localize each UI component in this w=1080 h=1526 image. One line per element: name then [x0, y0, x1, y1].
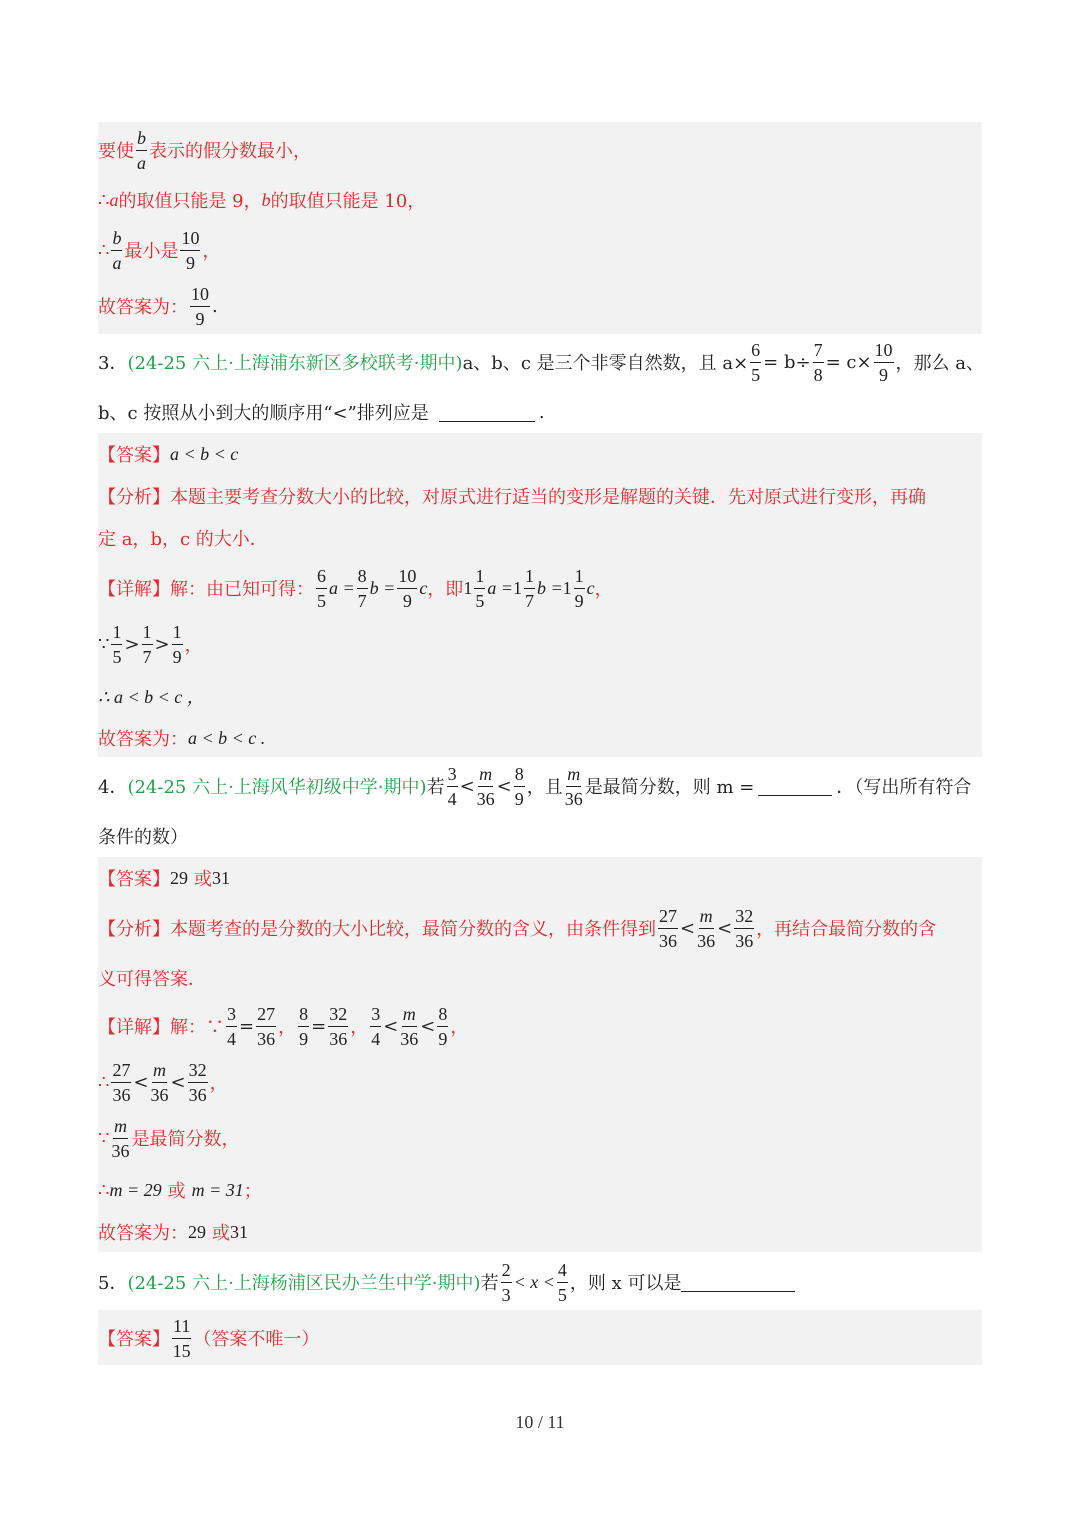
analysis-text: 本题考查的是分数的大小比较，最简分数的含义，由条件得到: [170, 919, 656, 940]
text: ，则 x 可以是: [569, 1273, 682, 1294]
therefore-symbol: ∴: [98, 1071, 110, 1093]
fraction: $\frac{27}{36}$: [112, 1059, 131, 1105]
text: 解：∵: [170, 1017, 224, 1038]
therefore-symbol: ∴: [98, 1179, 110, 1201]
q4-final: [98, 1206, 248, 1258]
fraction: $\frac{m}{36}$: [697, 905, 716, 951]
fraction: $\frac{10}{9}$: [181, 227, 200, 273]
text: <: [459, 775, 475, 797]
text: a =: [329, 577, 355, 598]
q4-stem-line-1: [98, 760, 971, 812]
fraction: $\frac{6}{5}$: [751, 339, 761, 385]
fraction: $\frac{32}{36}$: [329, 1003, 348, 1049]
answer-blank[interactable]: [439, 403, 535, 422]
text: a =: [487, 577, 513, 598]
q5-answer: [98, 1312, 319, 1364]
q4-analysis-1: [98, 902, 936, 954]
final-answer: a < b < c .: [188, 727, 266, 748]
answer-value: a < b < c: [170, 443, 239, 464]
fraction: $\frac{1}{9}$: [172, 621, 182, 667]
q4-detail-1: [98, 1000, 468, 1052]
text: ，: [184, 635, 203, 656]
fraction: $\frac{8}{9}$: [514, 763, 524, 809]
text: b、c 按照从小到大的顺序用“<”排列应是: [98, 403, 429, 424]
text: ，那么 a、: [895, 353, 984, 374]
cont-line-3: [98, 224, 220, 276]
text: ∴ a < b < c ，: [98, 687, 205, 707]
fraction: $\frac{1}{7}$: [524, 565, 534, 611]
text: <: [170, 1071, 186, 1093]
therefore-symbol: ∴: [98, 239, 110, 261]
text: 或: [167, 1181, 186, 1202]
text: 若: [480, 1273, 499, 1294]
final-answer-label: 故答案为：: [98, 729, 188, 750]
text: <: [496, 775, 512, 797]
q4-detail-2: [98, 1056, 228, 1108]
answer-blank[interactable]: [758, 777, 832, 796]
fraction: $\frac{27}{36}$: [659, 905, 677, 951]
text: 条件的数）: [98, 827, 188, 848]
text: 1: [512, 577, 522, 598]
fraction: $\frac{1}{5}$: [112, 621, 122, 667]
text: b =: [369, 577, 396, 598]
text: m = 31: [191, 1179, 244, 1200]
text: = b÷: [763, 351, 811, 373]
text: >: [124, 633, 140, 655]
fraction: $\frac{27}{36}$: [257, 1003, 276, 1049]
answer-label: 【答案】: [98, 1329, 170, 1350]
text: ，: [209, 1073, 228, 1094]
fraction: $\frac{m}{36}$: [400, 1003, 419, 1049]
fraction: $\frac{3}{4}$: [227, 1003, 236, 1049]
answer-label: 【答案】: [98, 445, 170, 466]
fraction: $\frac{1}{5}$: [475, 565, 485, 611]
analysis-text: 本题主要考查分数大小的比较，对原式进行适当的变形是解题的关键．先对原式进行变形，再确: [170, 487, 926, 508]
detail-label: 【详解】: [98, 1017, 170, 1038]
fraction: $\frac{32}{36}$: [188, 1059, 207, 1105]
text: 或: [212, 1223, 230, 1244]
text: <: [133, 1071, 149, 1093]
therefore-symbol: ∴: [98, 189, 110, 211]
page-number: 10 / 11: [515, 1412, 565, 1432]
text: 1: [463, 577, 473, 598]
text: 最小是: [124, 241, 179, 262]
fraction: $\frac{1}{7}$: [142, 621, 152, 667]
fraction: $\frac{m}{36}$: [150, 1059, 169, 1105]
text: ，: [350, 1017, 369, 1038]
question-number: 4．: [98, 777, 128, 798]
text: 要使: [98, 141, 134, 162]
fraction: $\frac{8}{9}$: [299, 1003, 309, 1049]
fraction: $\frac{b}{a}$: [112, 227, 122, 273]
text: <: [717, 917, 733, 939]
analysis-text: ，再结合最简分数的含: [756, 919, 937, 940]
answer-note: （答案不唯一）: [193, 1329, 320, 1350]
text: c: [586, 577, 595, 598]
text: 表示的假分数最小，: [149, 141, 311, 162]
fraction: $\frac{m}{36}$: [564, 763, 583, 809]
q3-stem-line-1: [98, 336, 984, 388]
answer-value: 29: [170, 867, 188, 888]
final-answer-label: 故答案为：: [98, 1223, 188, 1244]
text: b =: [536, 577, 563, 598]
final-answer: 29: [188, 1221, 206, 1242]
var: a: [109, 189, 119, 210]
because-symbol: ∵: [98, 1127, 110, 1149]
text: >: [154, 633, 170, 655]
q3-final: [98, 712, 265, 764]
because-symbol: ∵: [98, 633, 110, 655]
analysis-text: 定 a，b，c 的大小．: [98, 529, 268, 550]
q5-stem: [98, 1256, 799, 1308]
fraction: $\frac{8}{9}$: [438, 1003, 448, 1049]
fraction: $\frac{3}{4}$: [371, 1003, 381, 1049]
q3-analysis-2: [98, 512, 268, 564]
question-number: 3．: [98, 353, 128, 374]
cont-line-4: [98, 280, 218, 332]
fraction: $\frac{10}{9}$: [191, 283, 209, 329]
fraction: $\frac{11}{15}$: [172, 1315, 191, 1361]
text: 1: [562, 577, 572, 598]
fraction: $\frac{10}{9}$: [874, 339, 893, 385]
text: <: [680, 917, 696, 939]
text: =: [239, 1015, 255, 1037]
text: 的取值只能是 9，: [118, 191, 262, 212]
text: 解：由已知可得：: [170, 579, 314, 600]
text: =: [311, 1015, 327, 1037]
text: ，: [278, 1017, 297, 1038]
fraction: $\frac{m}{36}$: [476, 763, 495, 809]
question-source: (24-25 六上·上海浦东新区多校联考·期中): [127, 353, 463, 374]
answer-value: 31: [212, 867, 230, 888]
fraction: $\frac{4}{5}$: [557, 1259, 567, 1305]
text: ，且: [526, 777, 563, 798]
fraction: $\frac{8}{7}$: [357, 565, 367, 611]
text: .: [538, 401, 545, 423]
text: a、b、c 是三个非零自然数，且 a×: [462, 353, 749, 374]
fraction: $\frac{32}{36}$: [735, 905, 754, 951]
text: ，: [450, 1017, 469, 1038]
q4-answer: [98, 852, 230, 904]
text: = c×: [825, 351, 872, 373]
text: m = 29: [109, 1179, 162, 1200]
q4-analysis-2: [98, 952, 206, 1004]
text: .: [212, 295, 218, 317]
var: b: [261, 189, 271, 210]
final-answer-label: 故答案为：: [98, 297, 188, 318]
analysis-label: 【分析】: [98, 919, 170, 940]
text: < x <: [513, 1271, 555, 1292]
text: 的取值只能是 10，: [270, 191, 426, 212]
answer-blank[interactable]: [681, 1273, 795, 1292]
text: ，即: [427, 579, 464, 600]
fraction: $\frac{3}{4}$: [447, 763, 457, 809]
text: 是最简分数，: [131, 1129, 240, 1150]
detail-label: 【详解】: [98, 579, 170, 600]
fraction: $\frac{b}{a}$: [137, 127, 146, 173]
fraction: $\frac{10}{9}$: [398, 565, 417, 611]
q3-detail-1: [98, 562, 613, 614]
q4-detail-3: [98, 1112, 239, 1164]
text: ．（写出所有符合: [836, 777, 972, 798]
text: 若: [426, 777, 445, 798]
text: ，: [594, 579, 613, 600]
text: c: [419, 577, 428, 598]
cont-line-1: [98, 124, 311, 176]
fraction: $\frac{1}{9}$: [574, 565, 584, 611]
text: 是最简分数，则 m =: [584, 777, 755, 798]
analysis-label: 【分析】: [98, 487, 170, 508]
fraction: $\frac{6}{5}$: [317, 565, 326, 611]
question-number: 5．: [98, 1273, 128, 1294]
answer-label: 【答案】: [98, 869, 170, 890]
text: <: [383, 1015, 399, 1037]
fraction: $\frac{m}{36}$: [111, 1115, 130, 1161]
cont-line-2: [98, 174, 425, 226]
text: 或: [194, 869, 212, 890]
text: ；: [243, 1181, 262, 1202]
text: <: [420, 1015, 436, 1037]
text: ，: [202, 241, 221, 262]
question-source: (24-25 六上·上海杨浦区民办兰生中学·期中): [127, 1273, 481, 1294]
fraction: $\frac{7}{8}$: [813, 339, 823, 385]
analysis-text: 义可得答案．: [98, 969, 206, 990]
q3-detail-2: [98, 618, 203, 670]
final-answer: 31: [230, 1221, 248, 1242]
question-source: (24-25 六上·上海风华初级中学·期中): [127, 777, 427, 798]
fraction: $\frac{2}{3}$: [501, 1259, 511, 1305]
